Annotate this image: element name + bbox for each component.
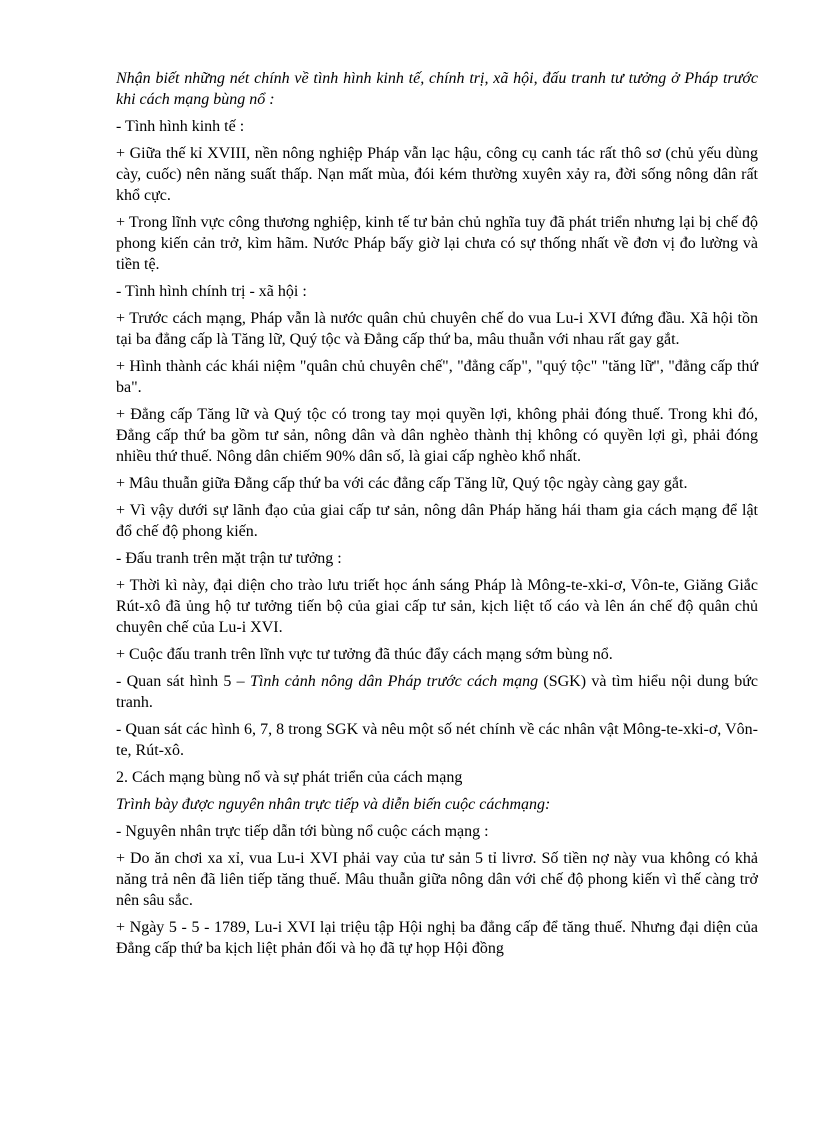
paragraph-observe-figure-5 <box>116 671 758 713</box>
heading-direct-cause: - Nguyên nhân trực tiếp dẫn tới bùng nổ cuộc cách mạng : <box>116 823 489 840</box>
section-objective-1: Nhận biết những nét chính về tình hình kinh tế, chính trị, xã hội, đấu tranh tư tưởng ở Pháp trước khi cách mạng bùng nổ : <box>116 70 758 108</box>
paragraph-estates-general: + Ngày 5 - 5 - 1789, Lu-i XVI lại triệu tập Hội nghị ba đẳng cấp để tăng thuế. Nhưng đại diện của Đẳng cấp thứ ba kịch liệt phản đối và họ đã tự họp Hội đồng <box>116 919 758 957</box>
paragraph-monarchy: + Trước cách mạng, Pháp vẫn là nước quân chủ chuyên chế do vua Lu-i XVI đứng đầu. Xã hội tồn tại ba đẳng cấp là Tăng lữ, Quý tộc và Đẳng cấp thứ ba, mâu thuẫn với nhau rất gay gắt. <box>116 310 758 348</box>
heading-politics-society: - Tình hình chính trị - xã hội : <box>116 283 307 300</box>
paragraph-agriculture: + Giữa thế kỉ XVIII, nền nông nghiệp Pháp vẫn lạc hậu, công cụ canh tác rất thô sơ (chủ yếu dùng cày, cuốc) nên năng suất thấp. Nạn mất mùa, đói kém thường xuyên xảy ra, đời sống nông dân rất khổ cực. <box>116 145 758 204</box>
paragraph-estates: + Đẳng cấp Tăng lữ và Quý tộc có trong tay mọi quyền lợi, không phải đóng thuế. Trong khi đó, Đẳng cấp thứ ba gồm tư sản, nông dân và dân nghèo thành thị không có quyền lợi gì, phải đóng nhiều thứ thuế. Nông dân chiếm 90% dân số, là giai cấp nghèo khổ nhất. <box>116 406 758 465</box>
paragraph-ideological-struggle: + Cuộc đấu tranh trên lĩnh vực tư tưởng đã thúc đẩy cách mạng sớm bùng nổ. <box>116 646 613 663</box>
observe-fig5-caption: Tình cảnh nông dân Pháp trước cách mạng <box>249 673 539 690</box>
heading-ideology: - Đấu tranh trên mặt trận tư tưởng : <box>116 550 342 567</box>
heading-economy: - Tình hình kinh tế : <box>116 118 245 135</box>
document-page <box>116 68 758 965</box>
paragraph-concepts: + Hình thành các khái niệm "quân chủ chuyên chế", "đẳng cấp", "quý tộc" "tăng lữ", "đẳng cấp thứ ba". <box>116 358 758 396</box>
section-objective-2: Trình bày được nguyên nhân trực tiếp và diễn biến cuộc cáchmạng: <box>116 796 551 813</box>
paragraph-observe-figures-6-8: - Quan sát các hình 6, 7, 8 trong SGK và nêu một số nét chính về các nhân vật Mông-te-xki-ơ, Vôn-te, Rút-xô. <box>116 721 758 759</box>
observe-fig5-suffix: (SGK) và tìm hiểu nội dung bức tranh. <box>116 673 759 711</box>
paragraph-conflict: + Mâu thuẫn giữa Đẳng cấp thứ ba với các đẳng cấp Tăng lữ, Quý tộc ngày càng gay gắt. <box>116 475 688 492</box>
paragraph-bourgeois-leadership: + Vì vậy dưới sự lãnh đạo của giai cấp tư sản, nông dân Pháp hăng hái tham gia cách mạng để lật đổ chế độ phong kiến. <box>116 502 758 540</box>
paragraph-enlightenment: + Thời kì này, đại diện cho trào lưu triết học ánh sáng Pháp là Mông-te-xki-ơ, Vôn-te, Giăng Giắc Rút-xô đã ủng hộ tư tưởng tiến bộ của giai cấp tư sản, kịch liệt tố cáo và lên án chế độ quân chủ chuyên chế của Lu-i XVI. <box>116 577 758 636</box>
paragraph-debt-taxes: + Do ăn chơi xa xỉ, vua Lu-i XVI phải vay của tư sản 5 tỉ livrơ. Số tiền nợ này vua không có khả năng trả nên đã liên tiếp tăng thuế. Mâu thuẫn giữa nông dân với chế độ phong kiến vì thế càng trở nên sâu sắc. <box>116 850 758 909</box>
section-heading-2: 2. Cách mạng bùng nổ và sự phát triển của cách mạng <box>116 769 463 786</box>
observe-fig5-prefix: - Quan sát hình 5 – <box>116 673 250 690</box>
paragraph-commerce: + Trong lĩnh vực công thương nghiệp, kinh tế tư bản chủ nghĩa tuy đã phát triển nhưng lại bị chế độ phong kiến cản trở, kìm hãm. Nước Pháp bấy giờ lại chưa có sự thống nhất về đơn vị đo lường và tiền tệ. <box>116 214 758 273</box>
